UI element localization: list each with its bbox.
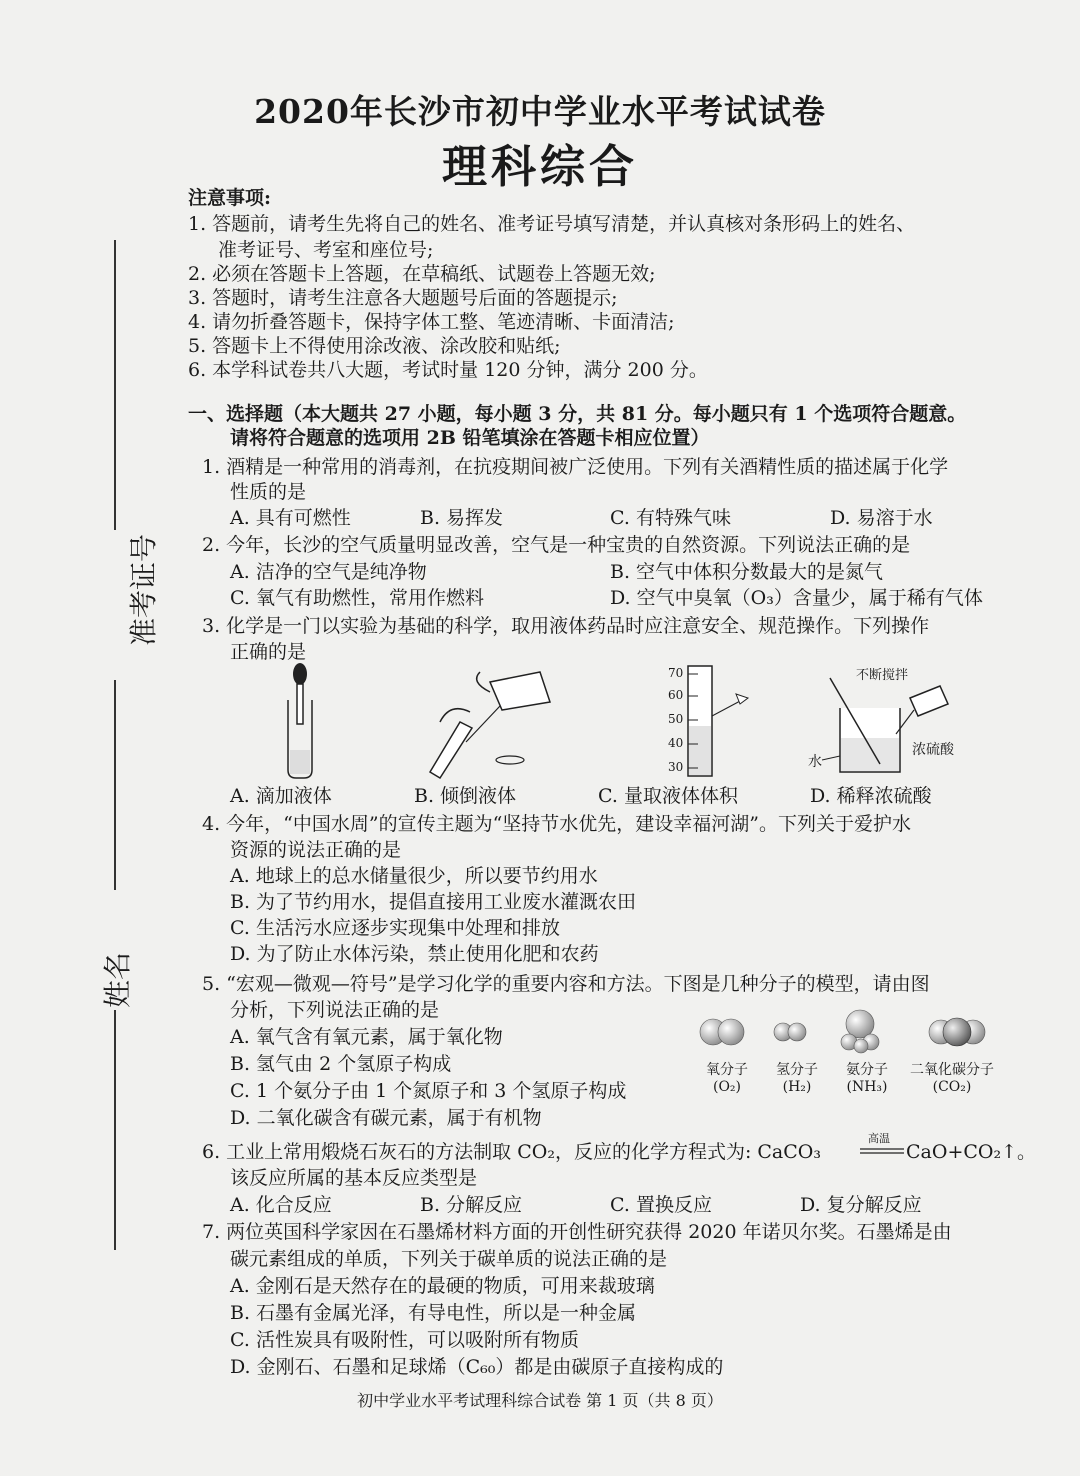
q3-stem-2: 正确的是 <box>230 641 307 663</box>
binding-margin <box>86 160 161 1340</box>
q7-stem-2: 碳元素组成的单质，下列关于碳单质的说法正确的是 <box>230 1248 668 1270</box>
pouring-liquid-figure <box>410 662 560 780</box>
molecule-label-o2: 氧分子 (O₂) <box>706 1062 748 1095</box>
q6-option-c: C. 置换反应 <box>610 1194 712 1216</box>
q5-option-a: A. 氧气含有氧元素，属于氧化物 <box>230 1026 503 1048</box>
q5-option-d: D. 二氧化碳含有碳元素，属于有机物 <box>230 1107 542 1129</box>
q3-option-d: D. 稀释浓硫酸 <box>810 785 932 807</box>
q6-stem: 6. 工业上常用煅烧石灰石的方法制取 CO₂，反应的化学方程式为: CaCO₃ <box>202 1141 821 1163</box>
q4-stem: 4. 今年，“中国水周”的宣传主题为“坚持节水优先，建设幸福河湖”。下列关于爱护水 <box>202 813 912 835</box>
notice-heading: 注意事项: <box>188 187 272 209</box>
q3-option-b: B. 倾倒液体 <box>414 785 517 807</box>
q3-option-a: A. 滴加液体 <box>230 785 332 807</box>
q4-option-a: A. 地球上的总水储量很少，所以要节约用水 <box>230 865 598 887</box>
q4-option-b: B. 为了节约用水，提倡直接用工业废水灌溉农田 <box>230 891 637 913</box>
section-heading-2: 请将符合题意的选项用 2B 铅笔填涂在答题卡相应位置） <box>230 427 710 449</box>
q4-stem-2: 资源的说法正确的是 <box>230 839 402 861</box>
molecule-models-figure <box>695 1008 1015 1058</box>
molecule-label-nh3: 氨分子 (NH₃) <box>846 1062 888 1095</box>
q6-stem-2: 该反应所属的基本反应类型是 <box>230 1167 478 1189</box>
water-label: 水 <box>808 754 822 770</box>
q7-option-d: D. 金刚石、石墨和足球烯（C₆₀）都是由碳原子直接构成的 <box>230 1356 724 1378</box>
dilute-acid-figure <box>810 668 960 780</box>
q2-option-a: A. 洁净的空气是纯净物 <box>230 561 427 583</box>
q7-stem: 7. 两位英国科学家因在石墨烯材料方面的开创性研究获得 2020 年诺贝尔奖。石墨烯是由 <box>202 1221 952 1243</box>
name-line <box>114 1010 116 1250</box>
notice-item: 3. 答题时，请考生注意各大题题号后面的答题提示; <box>188 287 618 309</box>
q1-stem: 1. 酒精是一种常用的消毒剂，在抗疫期间被广泛使用。下列有关酒精性质的描述属于化学 <box>202 456 949 478</box>
q5-stem: 5. “宏观—微观—符号”是学习化学的重要内容和方法。下图是几种分子的模型，请由图 <box>202 973 930 995</box>
q5-option-c: C. 1 个氨分子由 1 个氮原子和 3 个氢原子构成 <box>230 1080 627 1102</box>
q1-option-c: C. 有特殊气味 <box>610 507 731 529</box>
cylinder-tick: 60 <box>668 688 684 702</box>
page-footer: 初中学业水平考试理科综合试卷 第 1 页（共 8 页） <box>357 1391 723 1410</box>
notice-item: 准考证号、考室和座位号; <box>218 239 434 261</box>
notice-item: 5. 答题卡上不得使用涂改液、涂改胶和贴纸; <box>188 335 561 357</box>
exam-number-line <box>114 240 116 530</box>
cylinder-tick: 30 <box>668 760 684 774</box>
notice-item: 4. 请勿折叠答题卡，保持字体工整、笔迹清晰、卡面清洁; <box>188 311 675 333</box>
q4-option-c: C. 生活污水应逐步实现集中处理和排放 <box>230 917 560 939</box>
q2-option-d: D. 空气中臭氧（O₃）含量少，属于稀有气体 <box>610 587 983 609</box>
q1-option-d: D. 易溶于水 <box>830 507 933 529</box>
dropper-test-tube-figure <box>270 660 330 780</box>
q3-stem: 3. 化学是一门以实验为基础的科学，取用液体药品时应注意安全、规范操作。下列操作 <box>202 615 930 637</box>
equals-sign <box>860 1148 904 1156</box>
q6-option-b: B. 分解反应 <box>420 1194 523 1216</box>
q7-option-b: B. 石墨有金属光泽，有导电性，所以是一种金属 <box>230 1302 637 1324</box>
q2-option-c: C. 氧气有助燃性，常用作燃料 <box>230 587 484 609</box>
notice-item: 2. 必须在答题卡上答题，在草稿纸、试题卷上答题无效; <box>188 263 656 285</box>
acid-label: 浓硫酸 <box>912 742 954 758</box>
q1-stem-2: 性质的是 <box>230 481 307 503</box>
q5-stem-2: 分析，下列说法正确的是 <box>230 999 440 1021</box>
q7-option-c: C. 活性炭具有吸附性，可以吸附所有物质 <box>230 1329 579 1351</box>
exam-number-label: 准考证号 <box>127 533 161 647</box>
molecule-label-co2: 二氧化碳分子 (CO₂) <box>910 1062 994 1095</box>
subject-title: 理科综合 <box>441 140 638 193</box>
cylinder-tick: 40 <box>668 736 684 750</box>
q5-option-b: B. 氢气由 2 个氢原子构成 <box>230 1053 452 1075</box>
notice-item: 1. 答题前，请考生先将自己的姓名、准考证号填写清楚，并认真核对条形码上的姓名、 <box>188 213 916 235</box>
stir-label: 不断搅拌 <box>856 668 909 683</box>
section-heading: 一、选择题（本大题共 27 小题，每小题 3 分，共 81 分。每小题只有 1 个选项符合题意。 <box>188 403 967 425</box>
q1-option-a: A. 具有可燃性 <box>230 507 351 529</box>
molecule-label-h2: 氢分子 (H₂) <box>776 1062 818 1095</box>
cylinder-tick: 70 <box>668 666 684 680</box>
q6-option-a: A. 化合反应 <box>230 1194 332 1216</box>
exam-number-line-2 <box>114 680 116 890</box>
q2-stem: 2. 今年，长沙的空气质量明显改善，空气是一种宝贵的自然资源。下列说法正确的是 <box>202 534 911 556</box>
reaction-products: CaO+CO₂↑。 <box>906 1141 1037 1163</box>
q4-option-d: D. 为了防止水体污染，禁止使用化肥和农药 <box>230 943 599 965</box>
exam-title: 2020年长沙市初中学业水平考试试卷 <box>254 92 826 131</box>
name-label: 姓名 <box>100 951 134 1009</box>
q7-option-a: A. 金刚石是天然存在的最硬的物质，可用来裁玻璃 <box>230 1275 655 1297</box>
q1-option-b: B. 易挥发 <box>420 507 504 529</box>
q6-option-d: D. 复分解反应 <box>800 1194 922 1216</box>
reaction-condition: 高温 <box>868 1132 890 1145</box>
notice-item: 6. 本学科试卷共八大题，考试时量 120 分钟，满分 200 分。 <box>188 359 708 381</box>
cylinder-tick: 50 <box>668 712 684 726</box>
q3-option-c: C. 量取液体体积 <box>598 785 738 807</box>
q2-option-b: B. 空气中体积分数最大的是氮气 <box>610 561 884 583</box>
